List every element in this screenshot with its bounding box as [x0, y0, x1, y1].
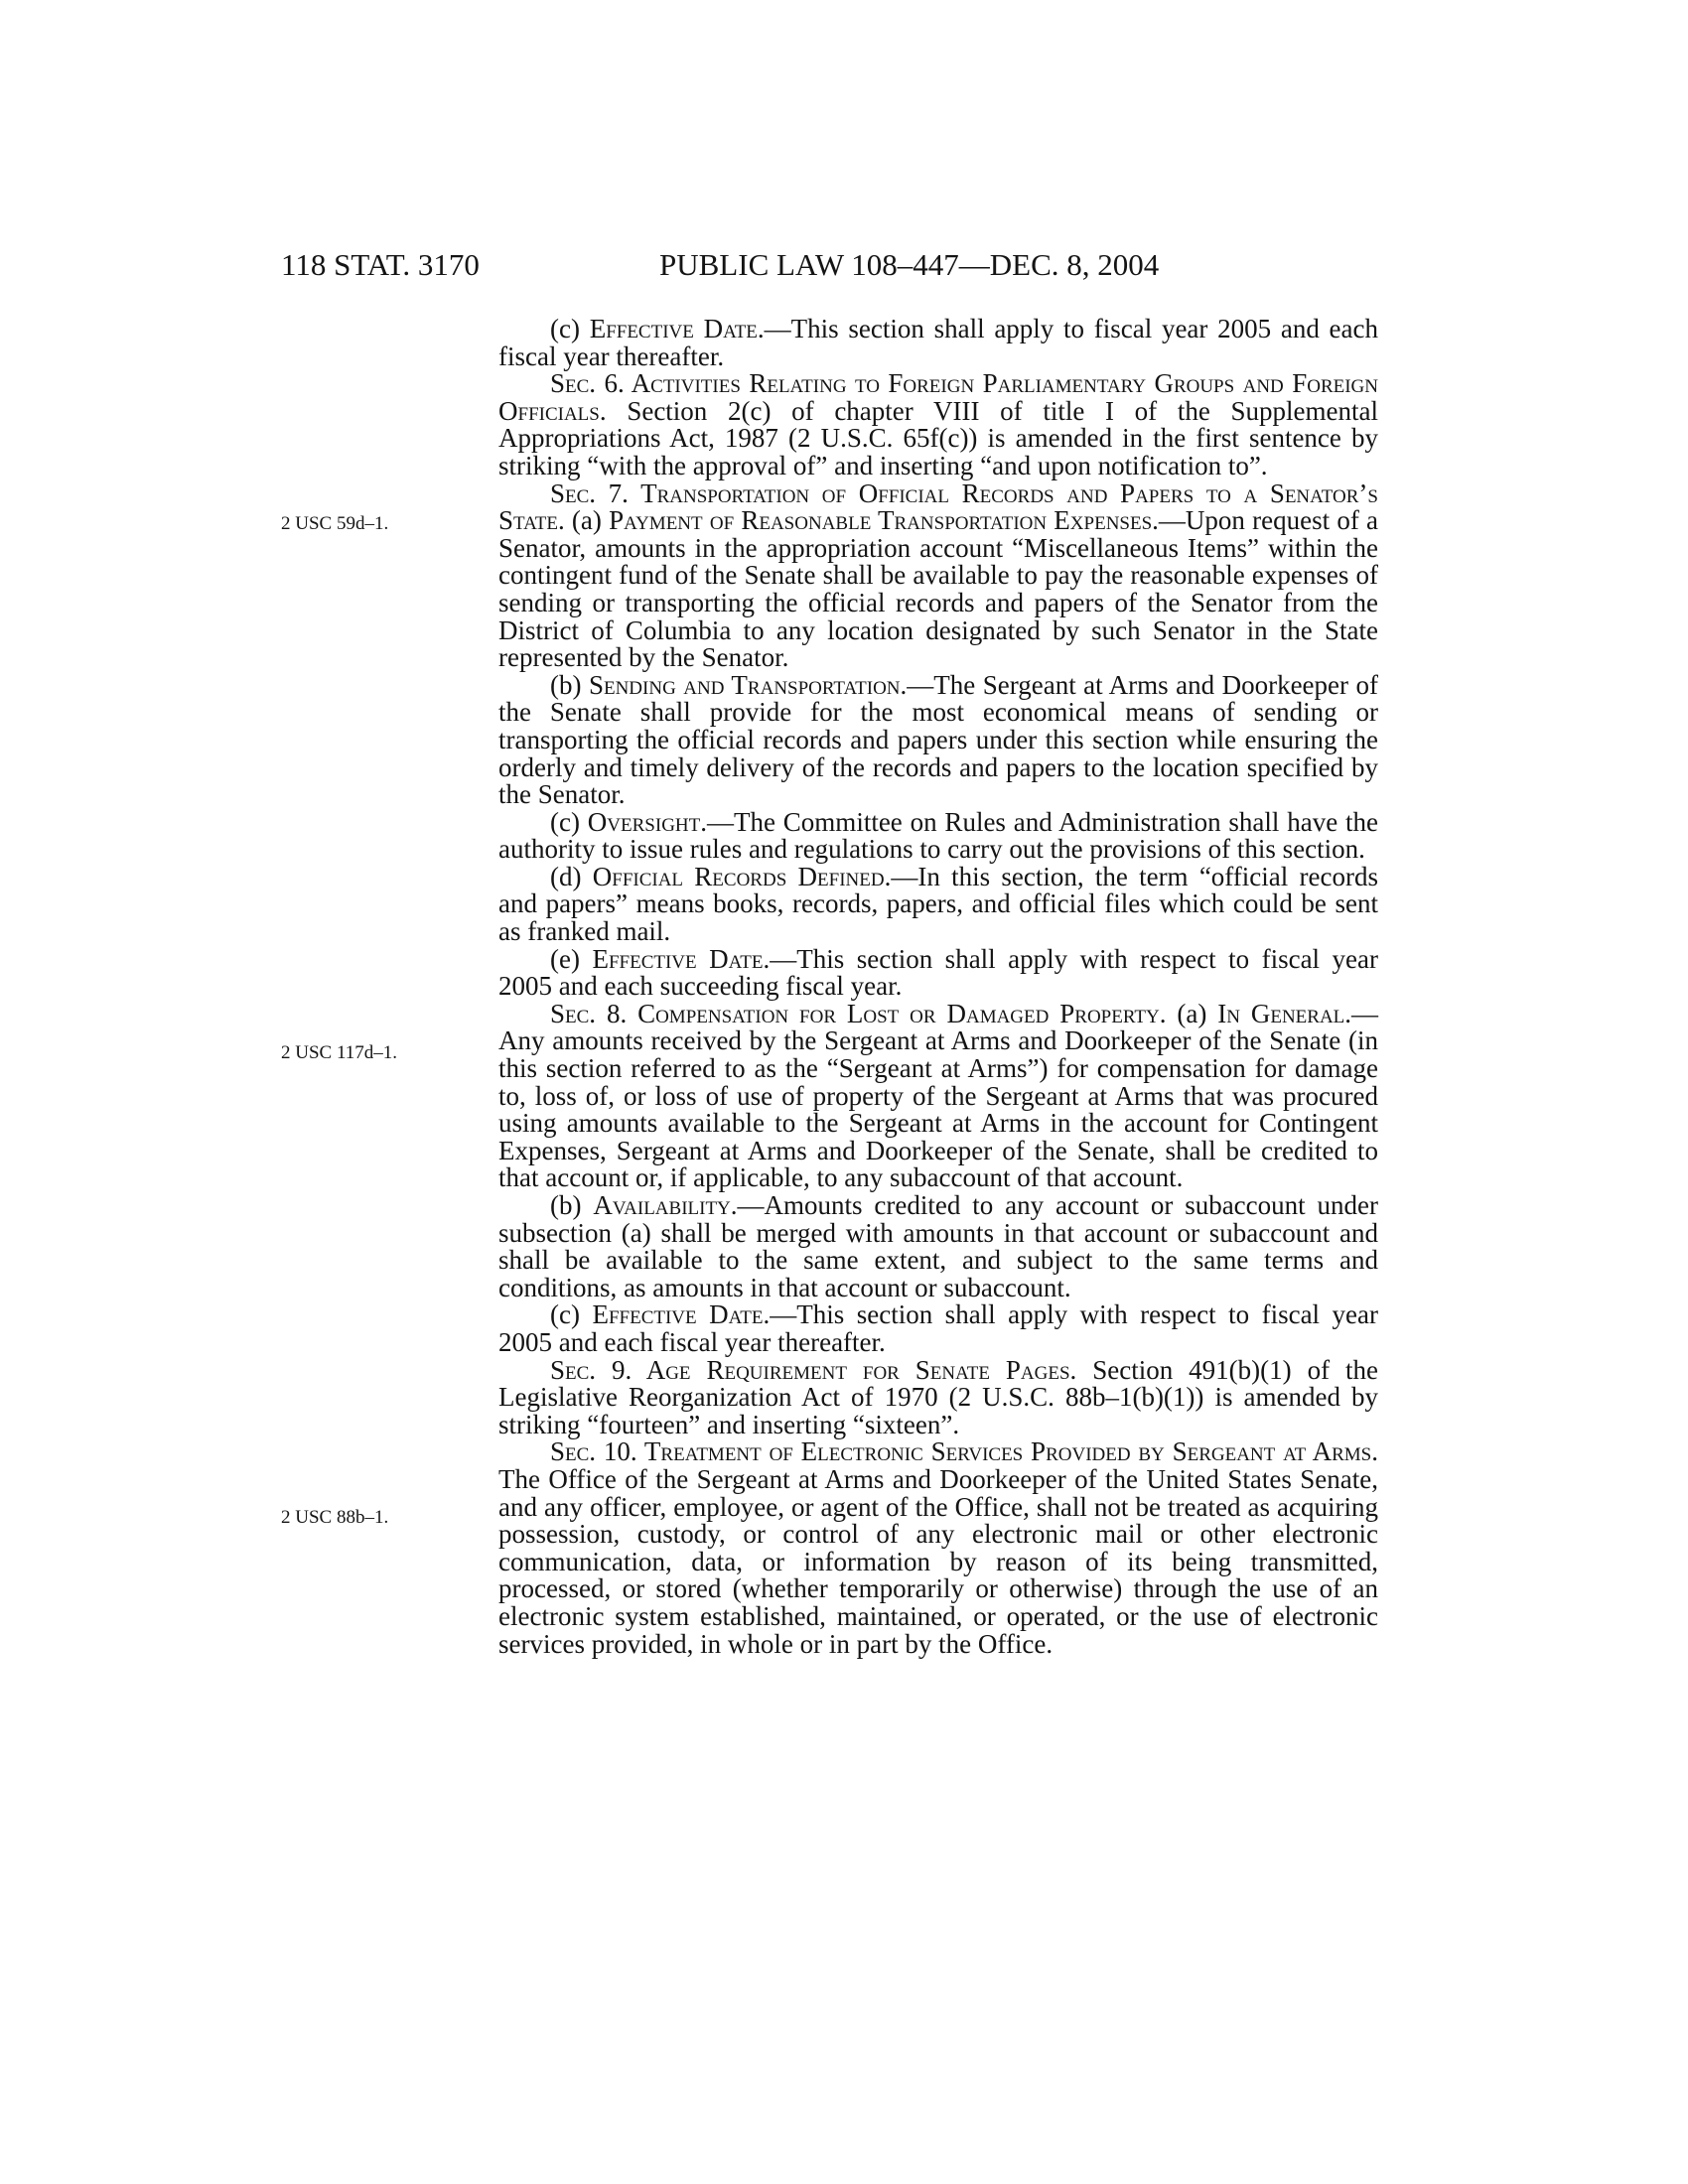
- section-8-c: (c) Effective Date.—This section shall apply with respect to fiscal year 2005 and each fiscal year thereafter.: [498, 1299, 1379, 1357]
- section-7-c: (c) Oversight.—The Committee on Rules and Administration shall have the authority to issue rules and regulations to carry out the provisions of this section.: [498, 806, 1378, 865]
- section-7-d: (d) Official Records Defined.—In this section, the term “official records and papers” means books, records, papers, and official files which could be sent as franked mail.: [498, 861, 1378, 947]
- statute-body: [498, 316, 1378, 1658]
- section-10: Sec. 10. Treatment of Electronic Services Provided by Sergeant at Arms. The Office of the Sergeant at Arms and Doorkeeper of the United States Senate, and any officer, employee, or agent of the Office, shall not be treated as acquiring possession, custody, or control of any electronic mail or other electronic communication, data, or information by reason of its being transmitted, processed, or stored (whether temporarily or otherwise) through the use of an electronic system established, maintained, or operated, or the use of electronic services provided, in whole or in part by the Office.: [498, 1436, 1378, 1659]
- margin-citation: 2 USC 117d–1.: [281, 1042, 398, 1063]
- margin-citation: 2 USC 88b–1.: [281, 1507, 389, 1528]
- section-6: Sec. 6. Activities Relating to Foreign Parliamentary Groups and Foreign Officials. Section 2(c) of chapter VIII of title I of the Supplemental Appropriations Act, 1987 (2 U.S.C. 65f(c)) is amended in the first sentence by striking “with the approval of” and inserting “and upon notification to”.: [498, 368, 1379, 480]
- section-9: Sec. 9. Age Requirement for Senate Pages. Section 491(b)(1) of the Legislative Reorganization Act of 1970 (2 U.S.C. 88b–1(b)(1)) is amended by striking “fourteen” and inserting “sixteen”.: [498, 1354, 1379, 1439]
- section-7-b: (b) Sending and Transportation.—The Sergeant at Arms and Doorkeeper of the Senate shall provide for the most economical means of sending or transporting the official records and papers under this section while ensuring the orderly and timely delivery of the records and papers to the location specified by the Senator.: [498, 669, 1378, 810]
- stat-page-reference: 118 STAT. 3170: [281, 247, 480, 282]
- section-8-b: (b) Availability.—Amounts credited to any account or subaccount under subsection (a) shall be merged with amounts in that account or subaccount and shall be available to the same extent, and subject to the same terms and conditions, as amounts in that account or subaccount.: [498, 1190, 1379, 1302]
- section-8: Sec. 8. Compensation for Lost or Damaged Property. (a) In General.—Any amounts received by the Sergeant at Arms and Doorkeeper of the Senate (in this section referred to as the “Sergeant at Arms”) for compensation for damage to, loss of, or loss of use of property of the Sergeant at Arms that was procured using amounts available to the Sergeant at Arms in the account for Contingent Expenses, Sergeant at Arms and Doorkeeper of the Senate, shall be credited to that account or, if applicable, to any subaccount of that account.: [498, 998, 1379, 1193]
- margin-citation: 2 USC 59d–1.: [281, 513, 389, 534]
- section-7: Sec. 7. Transportation of Official Records and Papers to a Senator’s State. (a) Payment of Reasonable Transportation Expenses.—Upon request of a Senator, amounts in the appropriation account “Miscellaneous Items” within the contingent fund of the Senate shall be available to pay the reasonable expenses of sending or transporting the official records and papers of the Senator from the District of Columbia to any location designated by such Senator in the State represented by the Senator.: [498, 478, 1379, 673]
- paragraph-effective-date: (c) Effective Date.—This section shall apply to fiscal year 2005 and each fiscal year thereafter.: [498, 314, 1379, 371]
- section-7-e: (e) Effective Date.—This section shall apply with respect to fiscal year 2005 and each succeeding fiscal year.: [498, 943, 1379, 1002]
- running-header: [0, 242, 1688, 288]
- public-law-title: PUBLIC LAW 108–447—DEC. 8, 2004: [659, 247, 1160, 282]
